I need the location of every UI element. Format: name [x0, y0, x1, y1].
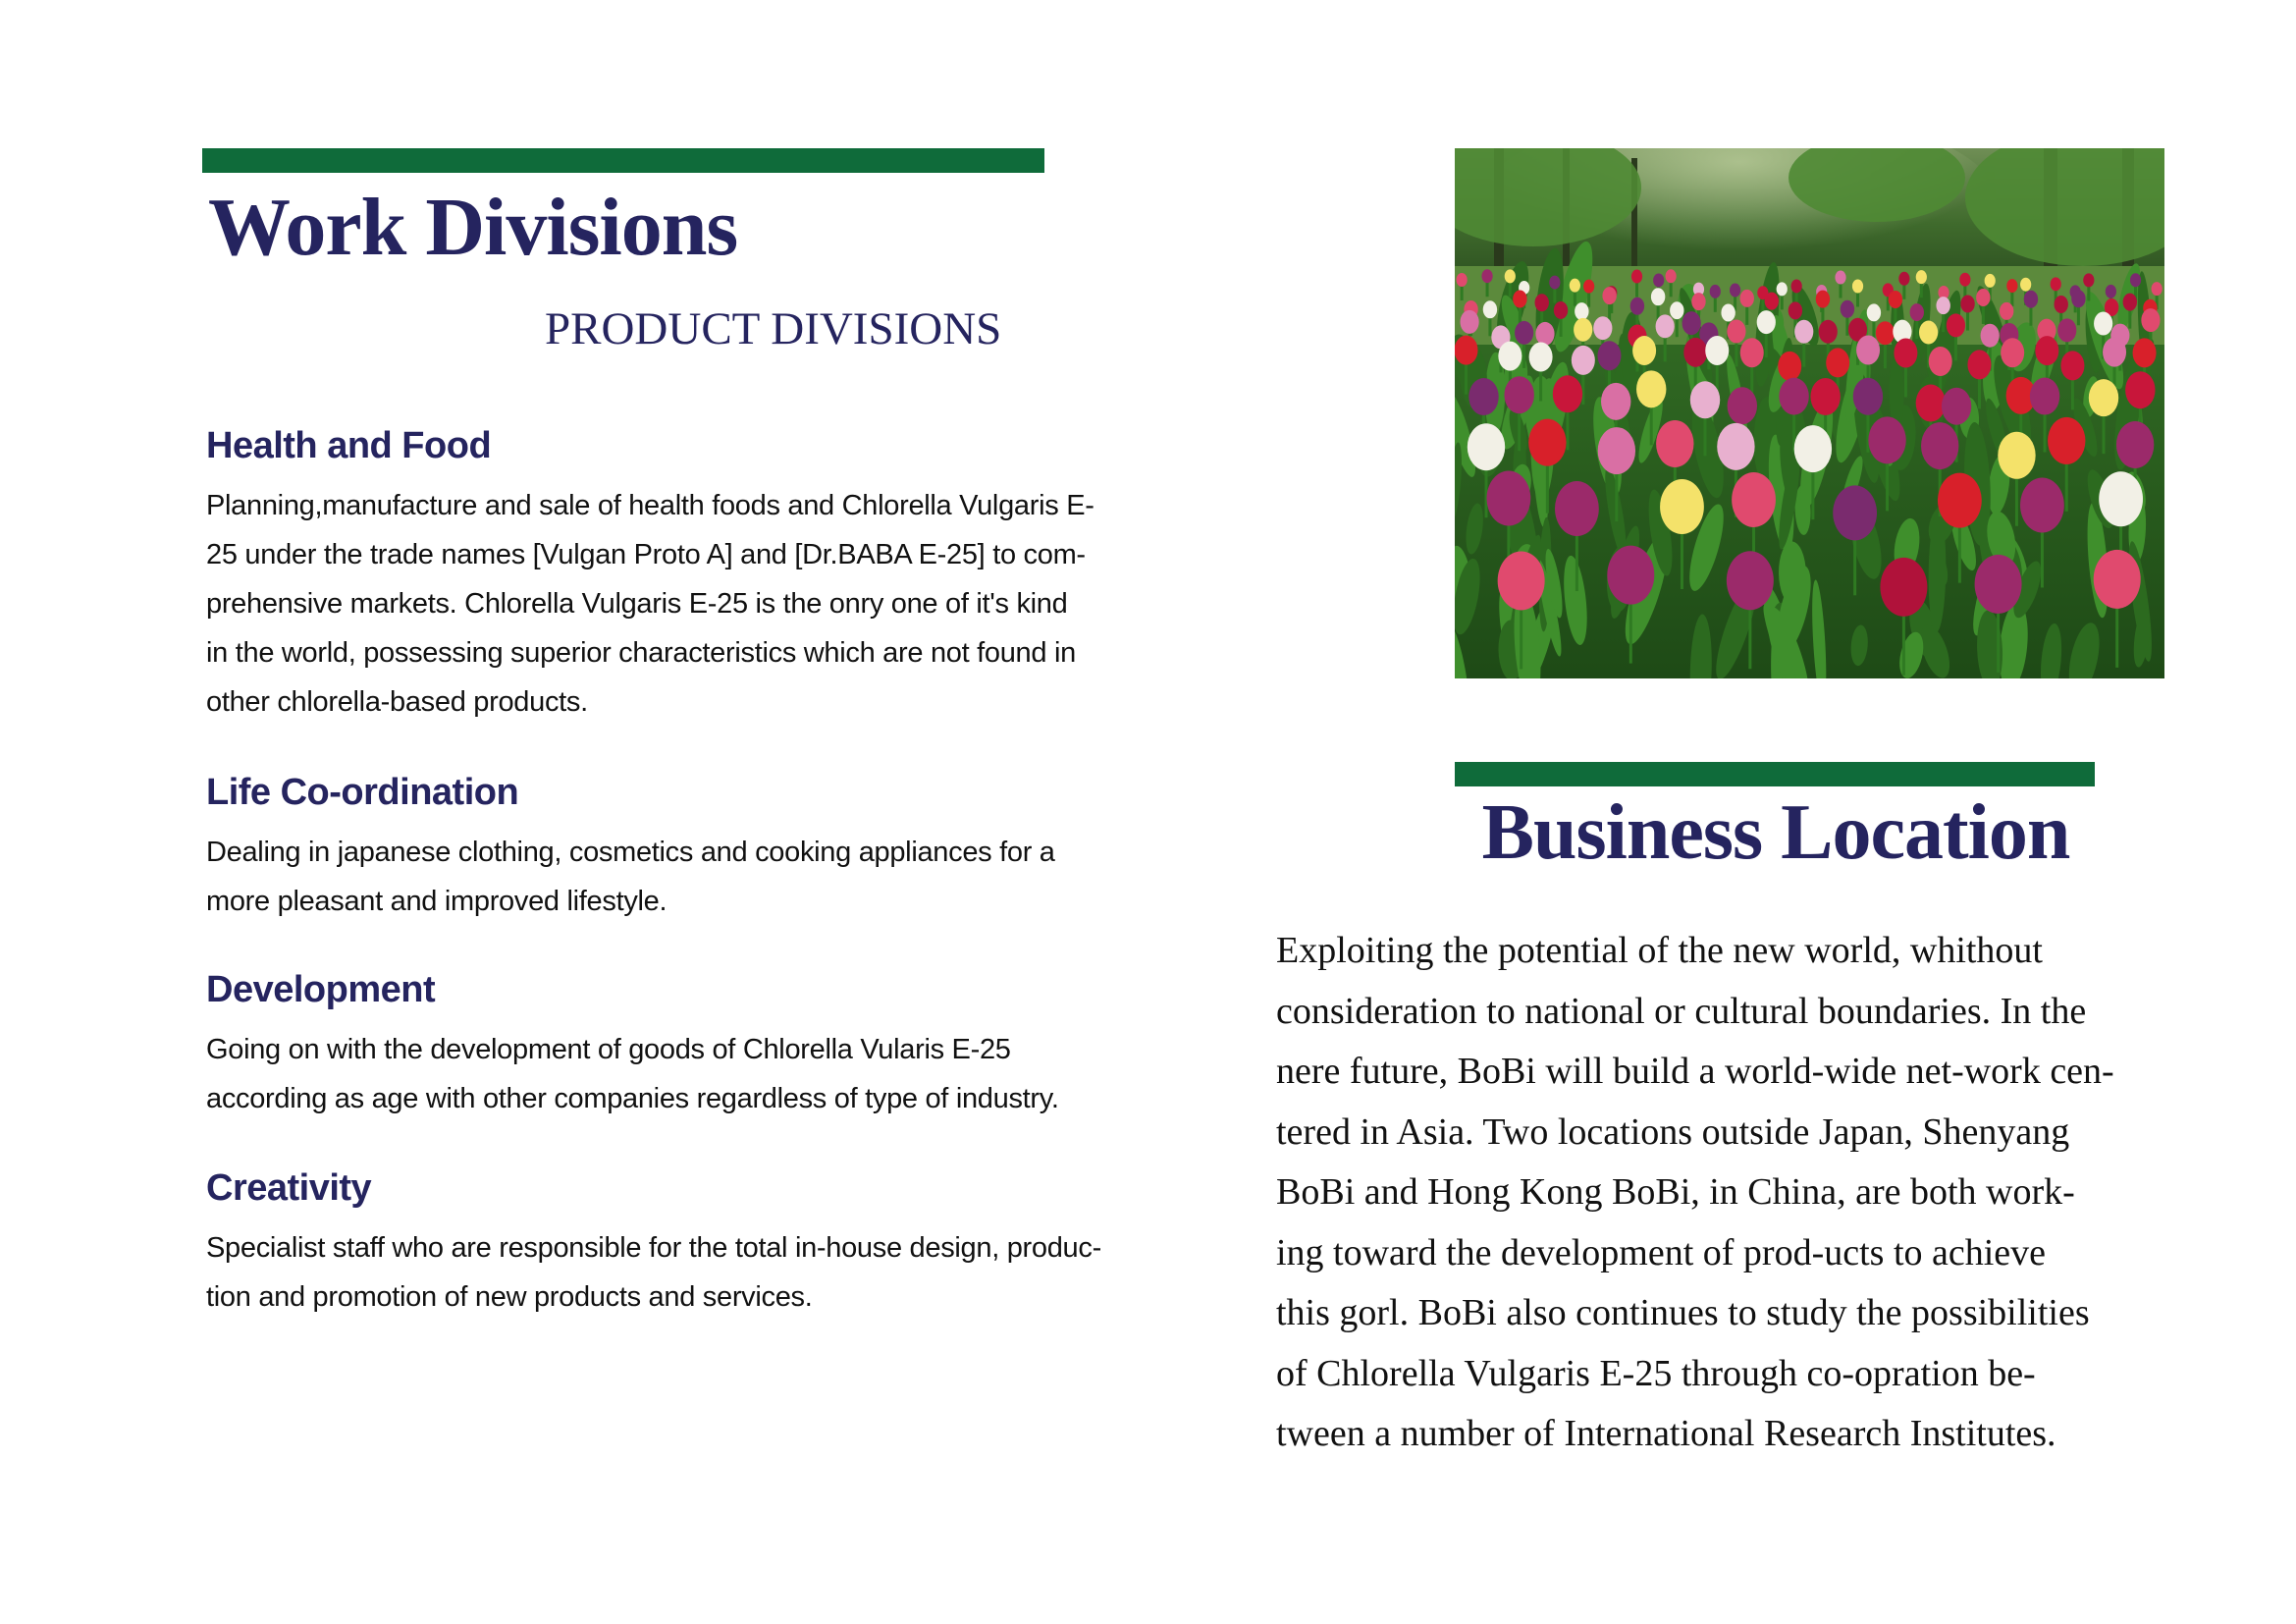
- tulip-bloom: [2083, 273, 2094, 287]
- tulip-bloom: [1555, 481, 1599, 536]
- tulip-bloom: [1789, 301, 1802, 319]
- tulip-bloom: [2071, 290, 2085, 307]
- tulip-bloom: [2020, 278, 2031, 292]
- tulip-bloom: [1777, 282, 1788, 296]
- tulip-bloom: [1598, 427, 1635, 474]
- tulip-bloom: [1975, 555, 2022, 614]
- tulip-bloom: [2000, 302, 2013, 320]
- division-life-coordination: [206, 773, 1198, 926]
- tulip-bloom: [1717, 423, 1754, 470]
- tulip-bloom: [1985, 274, 1996, 288]
- tulip-bloom: [1486, 471, 1530, 526]
- tulip-bloom: [1976, 289, 1990, 306]
- tulip-bloom: [1856, 335, 1880, 364]
- tulip-bloom: [1794, 425, 1832, 472]
- tulip-bloom: [1601, 383, 1630, 420]
- tulip-bloom: [1554, 301, 1568, 319]
- tulip-bloom: [1757, 310, 1776, 334]
- division-creativity: [206, 1168, 1198, 1322]
- tulip-bloom: [1549, 276, 1560, 290]
- tulip-bloom: [1636, 370, 1666, 407]
- tulip-bloom: [2006, 279, 2017, 293]
- tulip-bloom: [2103, 338, 2126, 367]
- division-description: [206, 828, 1198, 926]
- division-health-and-food: [206, 426, 1198, 727]
- text-line: this gorl. BoBi also continues to study the possibilities: [1276, 1292, 2090, 1333]
- tulip-bloom: [2089, 379, 2118, 416]
- tulip-bloom: [2123, 294, 2137, 311]
- tulip-bloom: [1721, 304, 1735, 322]
- tulip-bloom: [1705, 336, 1729, 365]
- tulip-bloom: [2024, 291, 2038, 308]
- division-heading: Life Co-ordination: [206, 772, 519, 813]
- tulip-bloom: [1457, 273, 1468, 287]
- tulip-bloom: [1967, 350, 1991, 379]
- text-line: in the world, possessing superior characteristics which are not found in: [206, 636, 1076, 669]
- text-line: BoBi and Hong Kong BoBi, in China, are both work-: [1276, 1171, 2075, 1213]
- tulip-bloom: [1498, 551, 1545, 610]
- tulip-bloom: [1779, 378, 1808, 415]
- tulip-bloom: [1791, 279, 1802, 293]
- tulip-bloom: [1575, 302, 1588, 320]
- tulip-bloom: [1853, 378, 1883, 415]
- tulip-bloom: [1919, 321, 1938, 345]
- tulip-bloom: [1867, 303, 1881, 321]
- tulip-bloom: [1880, 558, 1927, 617]
- tulip-bloom: [1574, 318, 1592, 342]
- tulip-bloom: [1710, 285, 1721, 298]
- tulip-bloom: [1572, 346, 1595, 375]
- tulip-bloom: [1740, 290, 1754, 307]
- text-line: Dealing in japanese clothing, cosmetics and cooking appliances for a: [206, 836, 1055, 868]
- tulip-bloom: [1819, 320, 1838, 344]
- tulip-bloom: [2057, 318, 2076, 342]
- tulip-bloom: [2125, 371, 2155, 408]
- tulip-bloom: [1683, 338, 1707, 367]
- tulip-bloom: [1794, 320, 1813, 344]
- tulip-bloom: [1468, 423, 1505, 470]
- tulip-bloom: [2099, 471, 2143, 526]
- tulip-bloom: [2048, 417, 2085, 464]
- text-line: according as age with other companies regardless of type of industry.: [206, 1082, 1059, 1114]
- tulip-bloom: [2094, 311, 2112, 335]
- tulip-bloom: [1602, 287, 1616, 304]
- tulip-bloom: [1921, 422, 1958, 469]
- tulip-bloom: [1868, 416, 1905, 463]
- tulip-bloom: [1765, 293, 1779, 310]
- work-divisions-rule: [202, 148, 1044, 173]
- tulip-bloom: [1889, 291, 1902, 308]
- tulip-bloom: [1504, 376, 1533, 413]
- tulip-bloom: [1529, 343, 1553, 372]
- tulip-bloom: [1682, 311, 1701, 335]
- tulip-bloom: [1607, 546, 1654, 605]
- tulip-bloom: [1942, 388, 1971, 425]
- tulip-bloom: [2152, 282, 2163, 296]
- tulip-bloom: [1727, 551, 1774, 610]
- tulip-bloom: [1666, 269, 1677, 283]
- tulip-bloom: [1960, 296, 1974, 313]
- tulip-bloom: [1505, 269, 1516, 283]
- division-heading: Creativity: [206, 1167, 372, 1209]
- tulip-bloom: [1732, 472, 1776, 527]
- tulip-bloom: [1916, 385, 1946, 422]
- text-line: nere future, BoBi will build a world-wide net-work cen-: [1276, 1051, 2114, 1092]
- tulip-bloom: [1631, 270, 1642, 284]
- division-heading: Development: [206, 969, 436, 1010]
- tulip-bloom: [2116, 421, 2154, 468]
- tulip-bloom: [1740, 338, 1764, 367]
- division-description: [206, 1025, 1198, 1123]
- tulip-bloom: [1690, 381, 1720, 418]
- tulip-bloom: [1835, 271, 1845, 285]
- tulip-bloom: [1730, 284, 1740, 298]
- tulip-bloom: [2051, 277, 2061, 291]
- tulip-bloom: [1483, 300, 1497, 318]
- tulip-bloom: [1593, 316, 1612, 340]
- tulip-bloom: [2130, 273, 2141, 287]
- tulip-bloom: [1653, 273, 1664, 287]
- text-line: Going on with the development of goods of Chlorella Vularis E-25: [206, 1033, 1011, 1065]
- tulip-bloom: [1656, 314, 1675, 338]
- tulip-bloom: [1936, 297, 1949, 314]
- business-location-body: [1276, 921, 2179, 1465]
- tulip-bloom: [1498, 342, 1522, 371]
- tulip-bloom: [1528, 419, 1566, 466]
- division-description: [206, 481, 1198, 727]
- tulip-bloom: [2001, 338, 2024, 367]
- tulip-bloom: [1876, 321, 1895, 345]
- tulip-bloom: [1727, 320, 1745, 344]
- tulip-bloom: [1841, 300, 1854, 318]
- page-title: Work Divisions: [208, 182, 738, 273]
- tulip-bloom: [1910, 303, 1924, 321]
- tulip-bloom: [1570, 279, 1580, 293]
- tulip-bloom: [1535, 322, 1554, 346]
- tulip-bloom: [1691, 293, 1705, 310]
- tulip-bloom: [1670, 301, 1683, 319]
- tulip-bloom: [1826, 348, 1849, 377]
- tulip-bloom: [2141, 308, 2160, 332]
- tulip-bloom: [1656, 420, 1693, 467]
- tulip-bloom: [1894, 338, 1917, 367]
- tulip-bloom: [1947, 313, 1965, 337]
- tulip-bloom: [1981, 324, 2000, 348]
- tulip-bloom: [1929, 347, 1952, 376]
- division-description: [206, 1223, 1198, 1322]
- tulip-bloom: [2035, 336, 2058, 365]
- tulip-bloom: [1938, 473, 1982, 528]
- tulip-bloom: [1481, 269, 1492, 283]
- text-line: other chlorella-based products.: [206, 685, 588, 718]
- text-line: Specialist staff who are responsible for the total in-house design, produc-: [206, 1231, 1101, 1264]
- text-line: 25 under the trade names [Vulgan Proto A] and [Dr.BABA E-25] to com-: [206, 538, 1086, 570]
- tulip-bloom: [2020, 477, 2064, 532]
- tulip-bloom: [1597, 341, 1621, 370]
- text-line: consideration to national or cultural boundaries. In the: [1276, 990, 2087, 1032]
- tulip-bloom: [1513, 291, 1526, 308]
- business-location-title: Business Location: [1481, 789, 2070, 876]
- text-line: tween a number of International Research Institutes.: [1276, 1413, 2056, 1454]
- tulip-bloom: [1651, 288, 1665, 305]
- text-line: Exploiting the potential of the new world, whithout: [1276, 930, 2043, 971]
- tulip-bloom: [1460, 310, 1478, 334]
- tulip-field-photo: [1455, 148, 2164, 678]
- tulip-bloom: [1468, 378, 1498, 415]
- section-subtitle: PRODUCT DIVISIONS: [545, 303, 1002, 354]
- division-heading: Health and Food: [206, 425, 492, 466]
- business-location-rule: [1455, 762, 2095, 786]
- text-line: prehensive markets. Chlorella Vulgaris E-25 is the onry one of it's kind: [206, 587, 1068, 620]
- text-line: more pleasant and improved lifestyle.: [206, 885, 667, 917]
- text-line: of Chlorella Vulgaris E-25 through co-opration be-: [1276, 1352, 2036, 1394]
- tulip-bloom: [1898, 272, 1909, 286]
- text-line: ing toward the development of prod-ucts to achieve: [1276, 1231, 2047, 1273]
- tulip-bloom: [1660, 479, 1704, 534]
- tulip-bloom: [2060, 351, 2084, 380]
- tulip-bloom: [1852, 279, 1863, 293]
- tulip-bloom: [1959, 273, 1970, 287]
- tulip-bloom: [2106, 285, 2116, 298]
- tulip-bloom: [2055, 296, 2068, 313]
- tulip-bloom: [1810, 378, 1840, 415]
- tulip-bloom: [1916, 270, 1927, 284]
- tulip-bloom: [1632, 336, 1656, 365]
- tulip-bloom: [1728, 387, 1757, 424]
- tulip-bloom: [1455, 336, 1478, 365]
- tulip-bloom: [1816, 291, 1830, 308]
- text-line: Planning,manufacture and sale of health foods and Chlorella Vulgaris E-: [206, 489, 1095, 521]
- tulip-bloom: [2133, 338, 2157, 367]
- tulip-bloom: [2094, 550, 2141, 609]
- text-line: tion and promotion of new products and services.: [206, 1280, 813, 1313]
- tulip-bloom: [1833, 485, 1877, 540]
- tulip-bloom: [1553, 375, 1582, 412]
- text-line: tered in Asia. Two locations outside Japan, Shenyang: [1276, 1110, 2070, 1153]
- division-development: [206, 970, 1198, 1123]
- tulip-bloom: [1778, 352, 1801, 381]
- tulip-bloom: [1630, 298, 1644, 315]
- tulip-bloom: [1515, 321, 1533, 345]
- tulip-bloom: [1535, 294, 1549, 311]
- tulip-bloom: [2030, 378, 2059, 415]
- tulip-bloom: [1583, 280, 1594, 294]
- tulip-bloom: [1998, 432, 2035, 479]
